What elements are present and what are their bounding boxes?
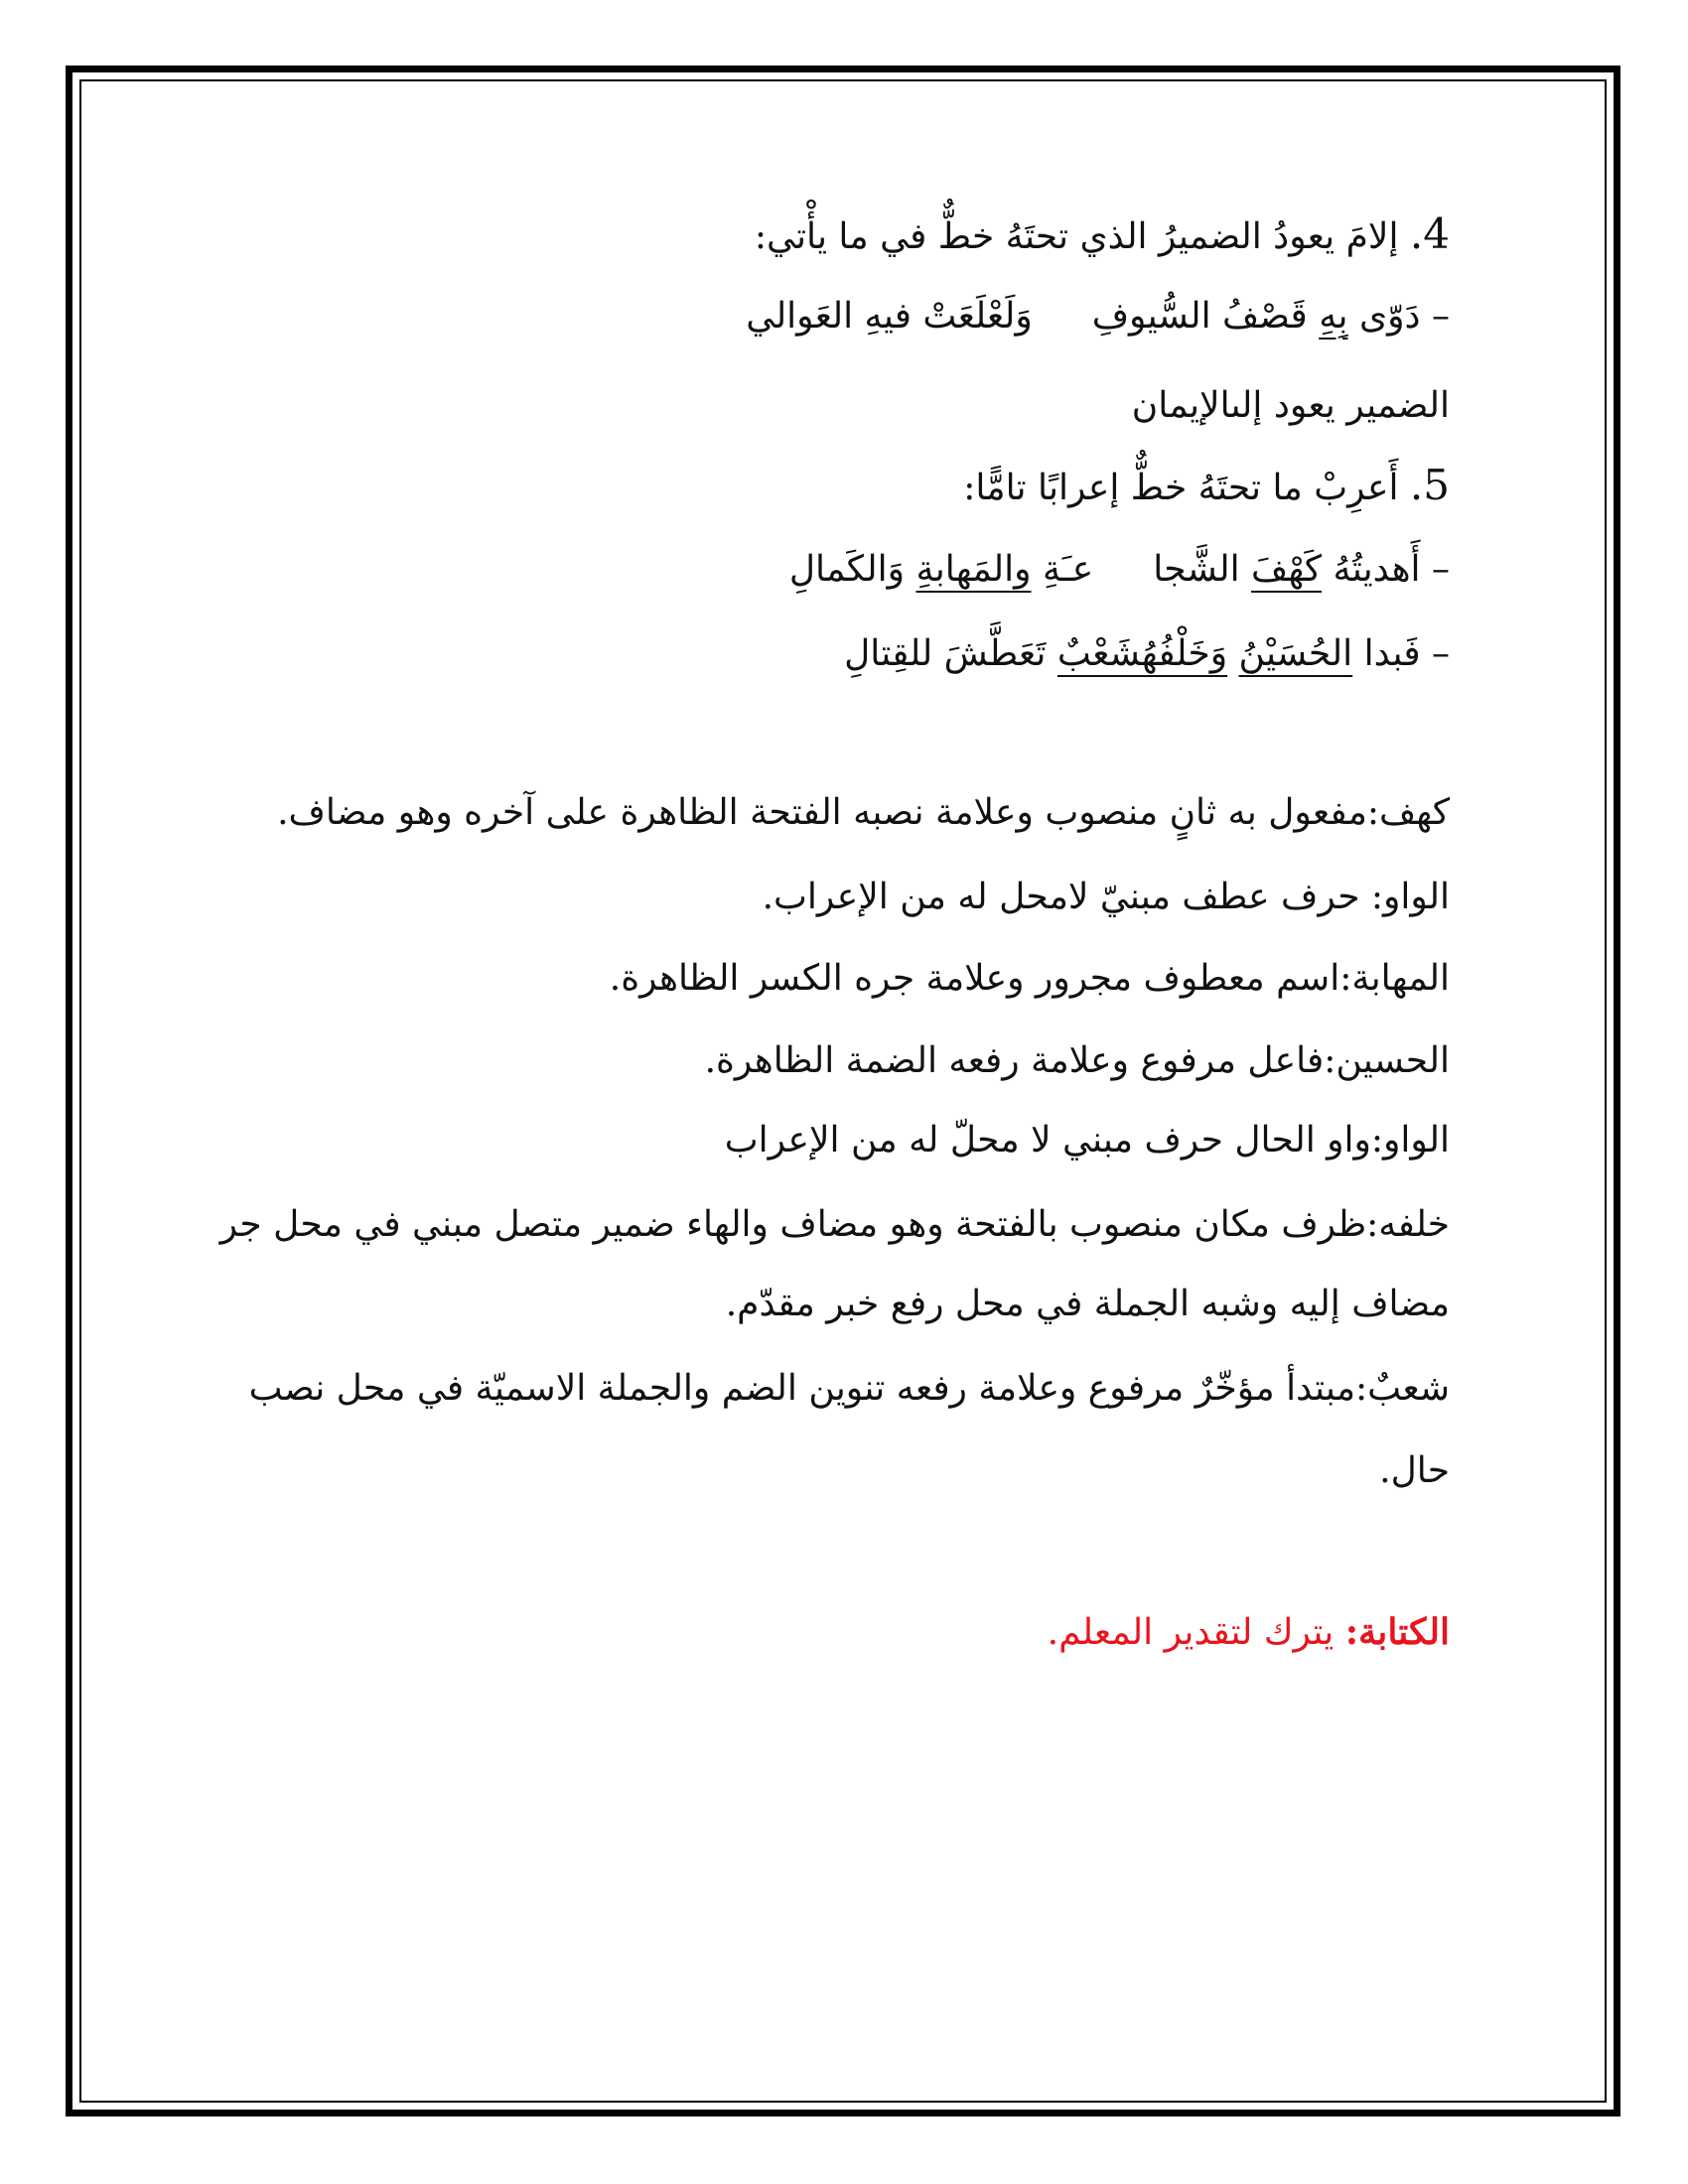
analysis-line: الحسين:فاعل مرفوع وعلامة رفعه الضمة الظاهرة. [704, 1040, 1450, 1081]
analysis-line: شعبٌ:مبتدأ مؤخّرٌ مرفوع وعلامة رفعه تنوين الضم والجملة الاسميّة في محل نصب [248, 1368, 1450, 1409]
underlined-pronoun: بِهِ [1319, 296, 1348, 337]
analysis-line: كهف:مفعول به ثانٍ منصوب وعلامة نصبه الفتحة الظاهرة على آخره وهو مضاف. [277, 792, 1450, 833]
question-5-verse-2 [844, 630, 1450, 678]
question-4-text: إلامَ يعودُ الضميرُ الذي تحتَهُ خطٌّ في ما يأْتي: [754, 216, 1399, 257]
analysis-line: مضاف إليه وشبه الجملة في محل رفع خبر مقدّم. [725, 1284, 1450, 1324]
question-5-verse-1 [789, 546, 1450, 594]
verse-hemistich-1: قَصْفُ السُّيوفِ [1091, 296, 1320, 337]
verse-1-text-1: الشَّجا [1153, 549, 1252, 590]
question-4-verse [746, 293, 1450, 341]
verse-prefix: – دَوّى [1347, 296, 1450, 337]
analysis-line: حال. [1379, 1450, 1450, 1491]
underlined-word-husayn: الحُسَيْنُ [1238, 633, 1353, 674]
question-5 [963, 462, 1450, 512]
writing-note [1048, 1608, 1450, 1657]
underlined-phrase-khalfahu-shaab: وَخَلْفُهُشَعْبٌ [1056, 633, 1228, 674]
verse-1-text-2: عـَةِ [1031, 549, 1094, 590]
verse-2-text: تَعَطَّشَ للقِتالِ [844, 633, 1057, 674]
question-5-number: 5. [1409, 461, 1450, 509]
writing-text: يترك لتقدير المعلم. [1047, 1612, 1345, 1653]
verse-1-prefix: – أَهديتُهُ [1322, 549, 1450, 590]
verse-hemistich-2: وَلَعْلَعَتْ فيهِ العَوالي [746, 296, 1033, 337]
underlined-word-mahaba: والمَهابةِ [915, 549, 1032, 590]
verse-2-space [1227, 633, 1238, 674]
question-4-number: 4. [1409, 209, 1450, 258]
verse-1-text-3: وَالكَمالِ [788, 549, 916, 590]
analysis-line: خلفه:ظرف مكان منصوب بالفتحة وهو مضاف والهاء ضمير متصل مبني في محل جر [219, 1204, 1450, 1245]
underlined-word-kahf: كَهْفَ [1251, 549, 1323, 590]
question-4-answer: الضمير يعود إلىالإيمان [1131, 385, 1450, 426]
document-content [219, 0, 1450, 2184]
analysis-line: الواو: حرف عطف مبنيّ لامحل له من الإعراب. [762, 877, 1450, 917]
analysis-line: الواو:واو الحال حرف مبني لا محلّ له من الإعراب [724, 1120, 1450, 1160]
question-4 [755, 210, 1450, 261]
analysis-line: المهابة:اسم معطوف مجرور وعلامة جره الكسر الظاهرة. [609, 958, 1450, 999]
verse-2-prefix: – فَبدا [1352, 633, 1450, 674]
writing-label: الكتابة: [1344, 1611, 1450, 1653]
question-5-text: أَعرِبْ ما تحتَهُ خطٌّ إعرابًا تامًّا: [963, 468, 1399, 508]
